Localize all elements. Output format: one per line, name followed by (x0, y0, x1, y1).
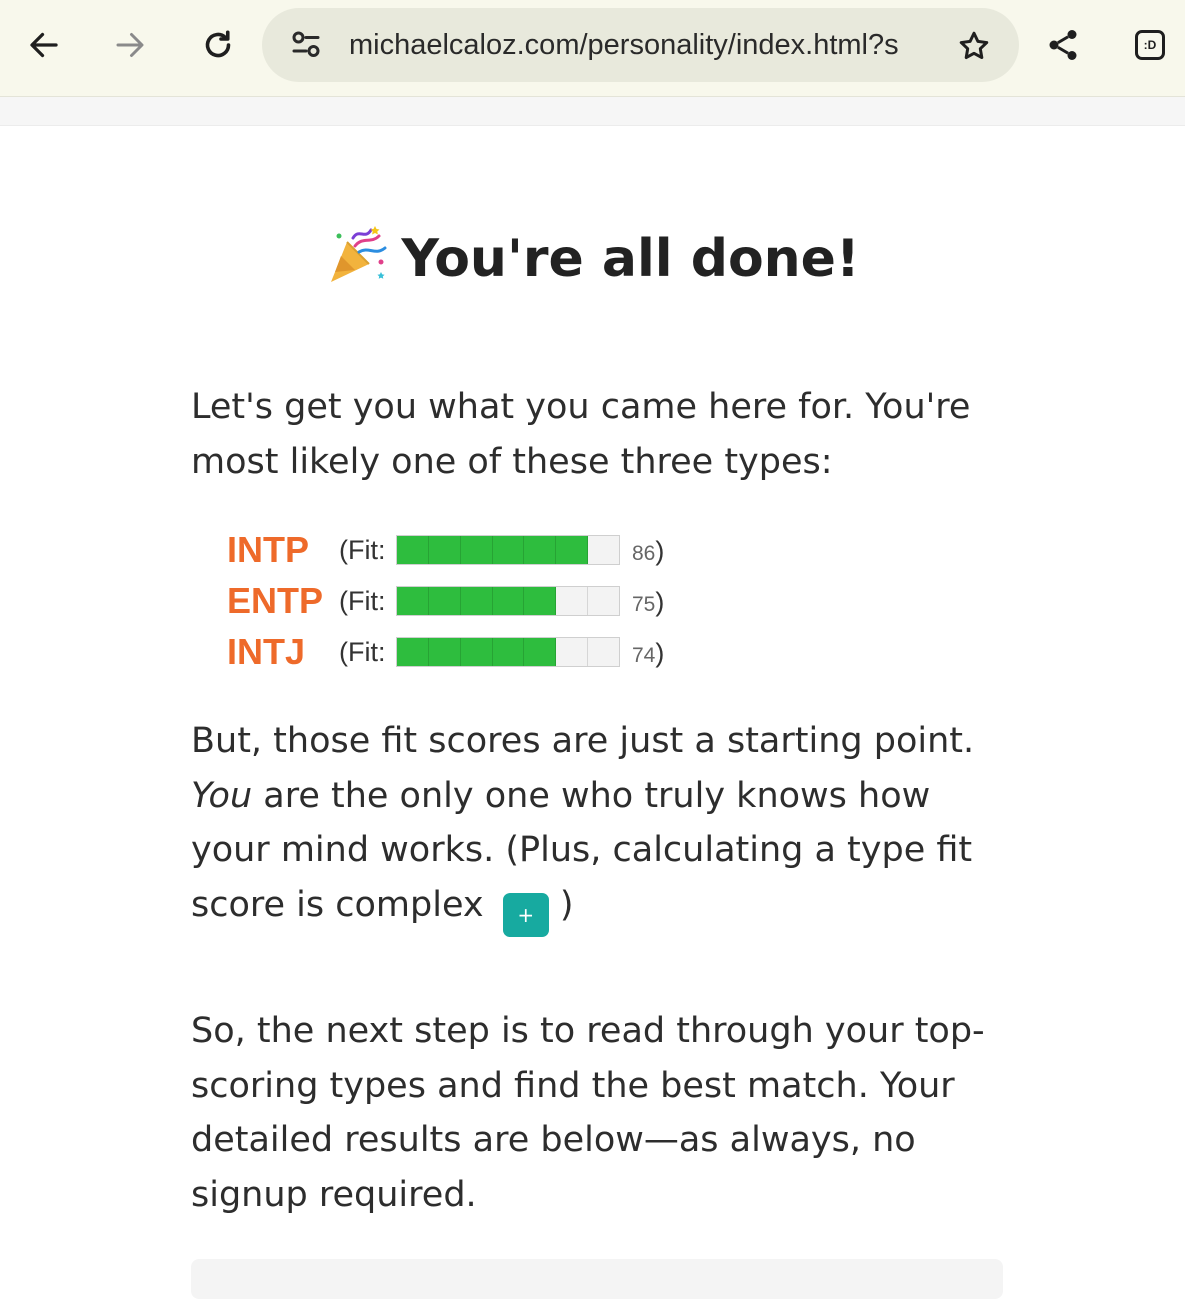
back-button[interactable] (22, 23, 66, 67)
fit-segment-empty (588, 587, 619, 615)
toolbar-divider (0, 97, 1185, 126)
fit-segment-filled (524, 587, 556, 615)
type-name[interactable]: INTP (227, 529, 310, 570)
fit-score: 74) (632, 638, 665, 668)
extension-button[interactable] (1128, 23, 1172, 67)
fit-segment-empty (556, 587, 588, 615)
type-name[interactable]: INTJ (227, 631, 306, 672)
type-row (227, 527, 727, 578)
reload-icon (200, 27, 236, 63)
type-fit-list (227, 527, 727, 680)
fit-segment-filled (429, 536, 461, 564)
fit-segment-filled (429, 587, 461, 615)
extension-label: :D (1143, 38, 1157, 52)
page-title-text: You're all done! (401, 229, 860, 289)
party-popper-icon (325, 222, 389, 286)
fit-score: 75) (632, 587, 665, 617)
emphasis-you: You (191, 775, 253, 816)
fit-label: (Fit: (339, 586, 386, 616)
forward-arrow-icon (112, 27, 148, 63)
fit-segment-filled (397, 638, 429, 666)
fit-segment-filled (556, 536, 588, 564)
fit-segment-filled (461, 587, 493, 615)
fit-bar (396, 586, 620, 616)
back-arrow-icon (26, 27, 62, 63)
fit-label: (Fit: (339, 535, 386, 565)
fit-label: (Fit: (339, 637, 386, 667)
fit-segment-filled (397, 587, 429, 615)
forward-button[interactable] (108, 23, 152, 67)
fit-segment-filled (524, 638, 556, 666)
fit-segment-empty (588, 536, 619, 564)
bookmark-star-icon[interactable] (956, 28, 992, 64)
fit-segment-filled (493, 587, 525, 615)
next-step-paragraph: So, the next step is to read through your top-scoring types and find the best match. Your detailed results are below—as always, no signup required. (191, 1011, 985, 1215)
fit-segment-filled (461, 638, 493, 666)
fit-segment-filled (493, 536, 525, 564)
fit-segment-empty (556, 638, 588, 666)
share-icon (1045, 27, 1081, 63)
fit-segment-filled (461, 536, 493, 564)
fit-segment-filled (493, 638, 525, 666)
fit-segment-filled (524, 536, 556, 564)
type-row (227, 578, 727, 629)
address-bar[interactable] (262, 8, 1019, 82)
fit-bar (396, 637, 620, 667)
type-name[interactable]: ENTP (227, 580, 324, 621)
caveat-paragraph: But, those fit scores are just a starting point. You are the only one who truly knows how your mind works. (Plus, calculating a type fit score is complex + ) (191, 714, 991, 937)
fit-segment-empty (588, 638, 619, 666)
expand-plus-button[interactable]: + (503, 893, 549, 937)
fit-score: 86) (632, 536, 665, 566)
intro-paragraph: Let's get you what you came here for. You're most likely one of these three types: (191, 387, 971, 482)
fit-segment-filled (429, 638, 461, 666)
fit-bar (396, 535, 620, 565)
url-text[interactable]: michaelcaloz.com/personality/index.html?s (349, 29, 899, 61)
results-panel (191, 1259, 1003, 1299)
fit-segment-filled (397, 536, 429, 564)
reload-button[interactable] (196, 23, 240, 67)
site-settings-icon[interactable] (288, 27, 324, 63)
browser-toolbar (0, 0, 1185, 97)
extension-icon (1135, 30, 1165, 60)
page-title (0, 222, 1185, 289)
type-row (227, 629, 727, 680)
share-button[interactable] (1041, 23, 1085, 67)
